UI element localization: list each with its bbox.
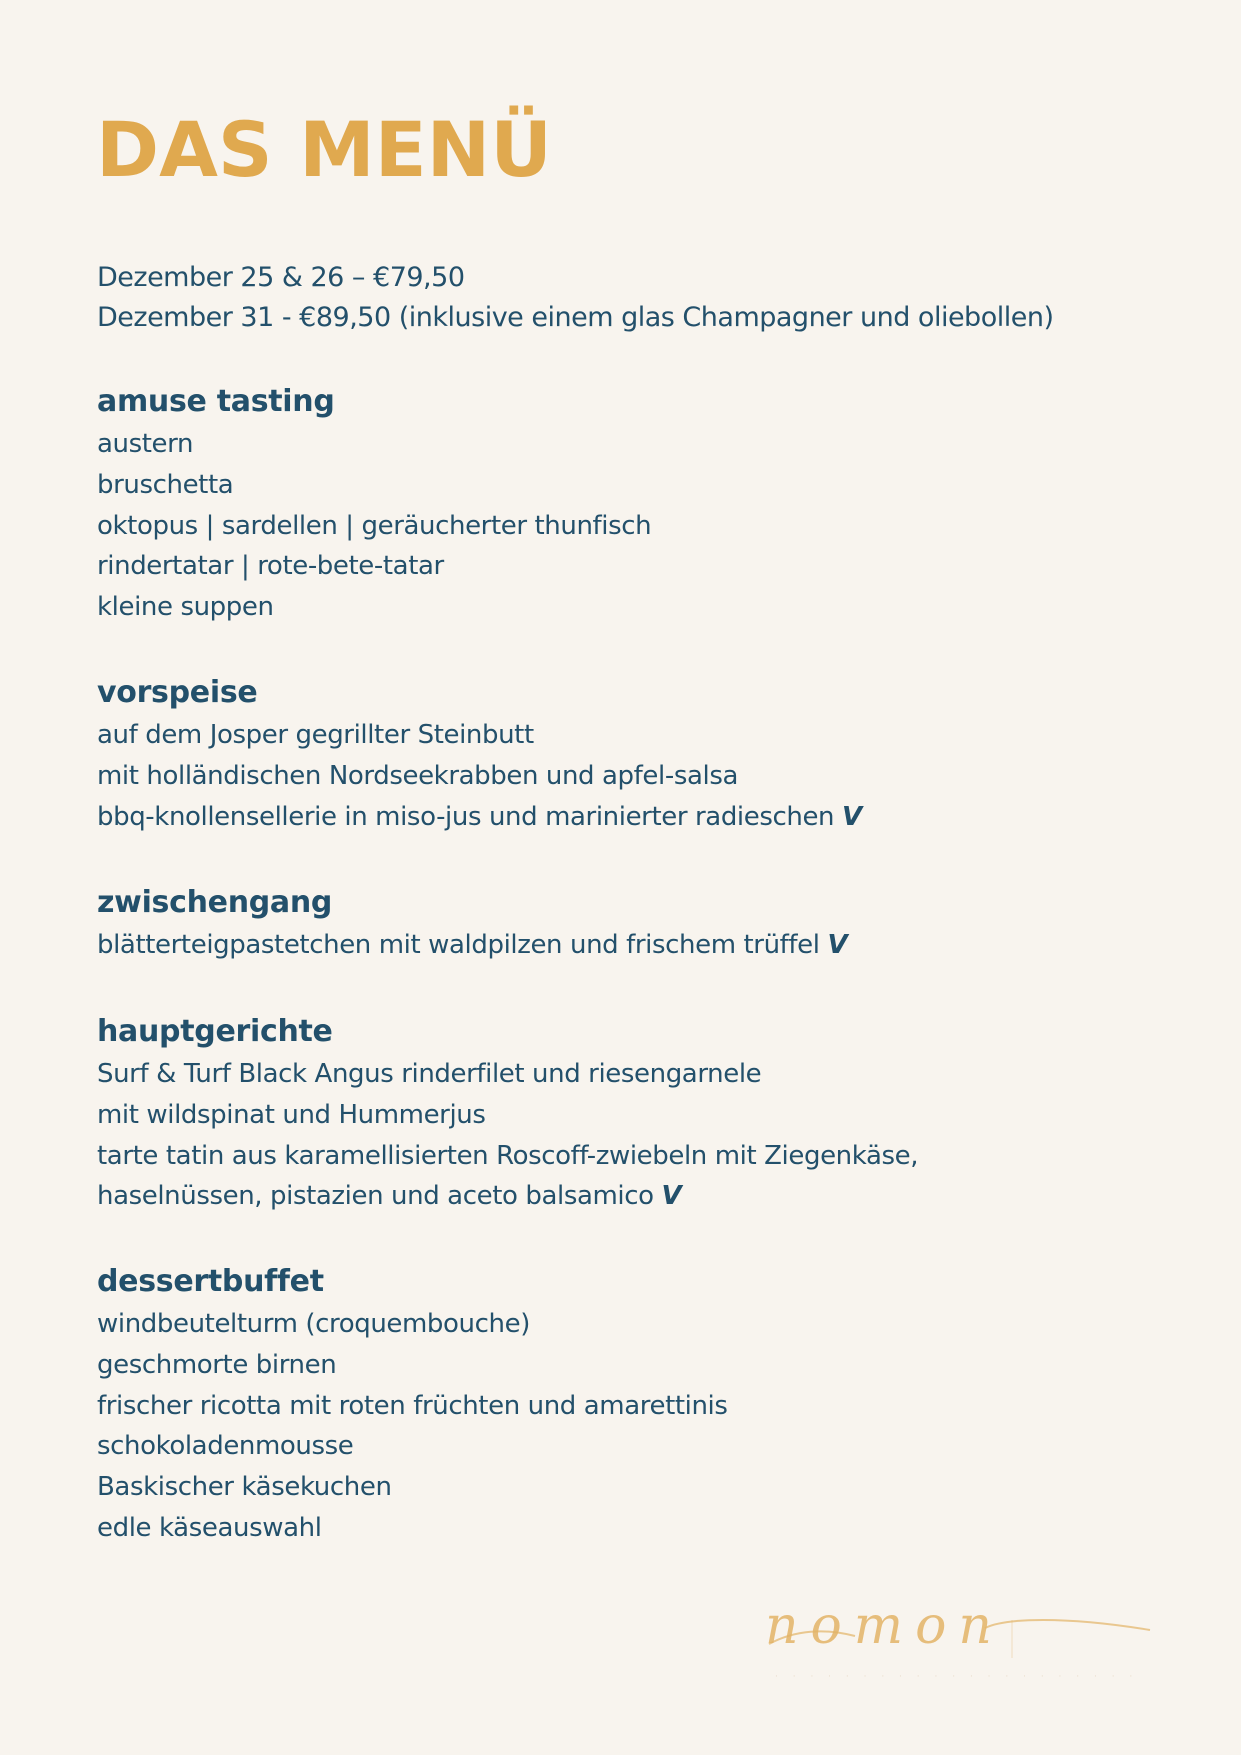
menu-item-vegetarian xyxy=(97,925,847,966)
section-dessertbuffet xyxy=(97,1260,728,1549)
date-price-list xyxy=(97,258,1053,338)
menu-item: austern xyxy=(97,429,194,459)
menu-item: auf dem Josper gegrillter Steinbutt xyxy=(97,720,534,750)
vegetarian-marker: V xyxy=(661,1181,682,1212)
menu-item: kleine suppen xyxy=(97,592,274,623)
menu-item-text: blätterteigpastetchen mit waldpilzen und frischem trüffel xyxy=(97,930,820,960)
section-amuse-tasting xyxy=(97,380,651,628)
page-title: DAS MENÜ xyxy=(96,105,552,194)
menu-item: mit holländischen Nordseekrabben und apfel-salsa xyxy=(97,760,738,791)
section-zwischengang xyxy=(97,881,847,966)
vegetarian-marker: V xyxy=(827,930,848,960)
logo-wordmark: nomon xyxy=(765,1596,1004,1656)
menu-item-text: haselnüssen, pistazien und aceto balsamico xyxy=(97,1181,654,1212)
vegetarian-marker: V xyxy=(842,801,862,832)
section-heading: zwischengang xyxy=(97,885,333,920)
section-hauptgerichte xyxy=(97,1010,918,1217)
menu-item-text: bbq-knollensellerie in miso-jus und marinierter radieschen xyxy=(97,801,835,832)
menu-item: rindertatar | rote-bete-tatar xyxy=(97,551,444,582)
date-price-new-years-eve: Dezember 31 - €89,50 (inklusive einem glas Champagner und oliebollen) xyxy=(97,302,1054,333)
menu-item: oktopus | sardellen | geräucherter thunfisch xyxy=(97,510,652,541)
menu-item: bruschetta xyxy=(97,469,234,500)
menu-item: mit wildspinat und Hummerjus xyxy=(97,1099,486,1130)
logo-subtitle-decoration: · · · · · · · · · · · · · · · · · · · · · xyxy=(775,1672,1139,1682)
section-heading: amuse tasting xyxy=(97,384,335,419)
section-heading: vorspeise xyxy=(97,675,258,710)
menu-item: edle käseauswahl xyxy=(97,1512,322,1543)
section-heading: dessertbuffet xyxy=(97,1264,324,1299)
menu-item-vegetarian xyxy=(97,797,862,838)
restaurant-logo xyxy=(765,1596,1155,1682)
section-vorspeise xyxy=(97,671,862,837)
menu-item: Baskischer käsekuchen xyxy=(97,1472,392,1503)
menu-item: windbeutelturm (croquembouche) xyxy=(97,1309,530,1339)
menu-item: tarte tatin aus karamellisierten Roscoff-zwiebeln mit Ziegenkäse, xyxy=(97,1140,919,1171)
date-price-christmas: Dezember 25 & 26 – €79,50 xyxy=(97,262,465,293)
menu-item-vegetarian xyxy=(97,1176,918,1217)
menu-item: schokoladenmousse xyxy=(97,1431,354,1462)
menu-item: frischer ricotta mit roten früchten und amarettinis xyxy=(97,1390,728,1421)
section-heading: hauptgerichte xyxy=(97,1014,333,1049)
menu-item: Surf & Turf Black Angus rinderfilet und riesengarnele xyxy=(97,1059,762,1089)
menu-item: geschmorte birnen xyxy=(97,1349,337,1380)
